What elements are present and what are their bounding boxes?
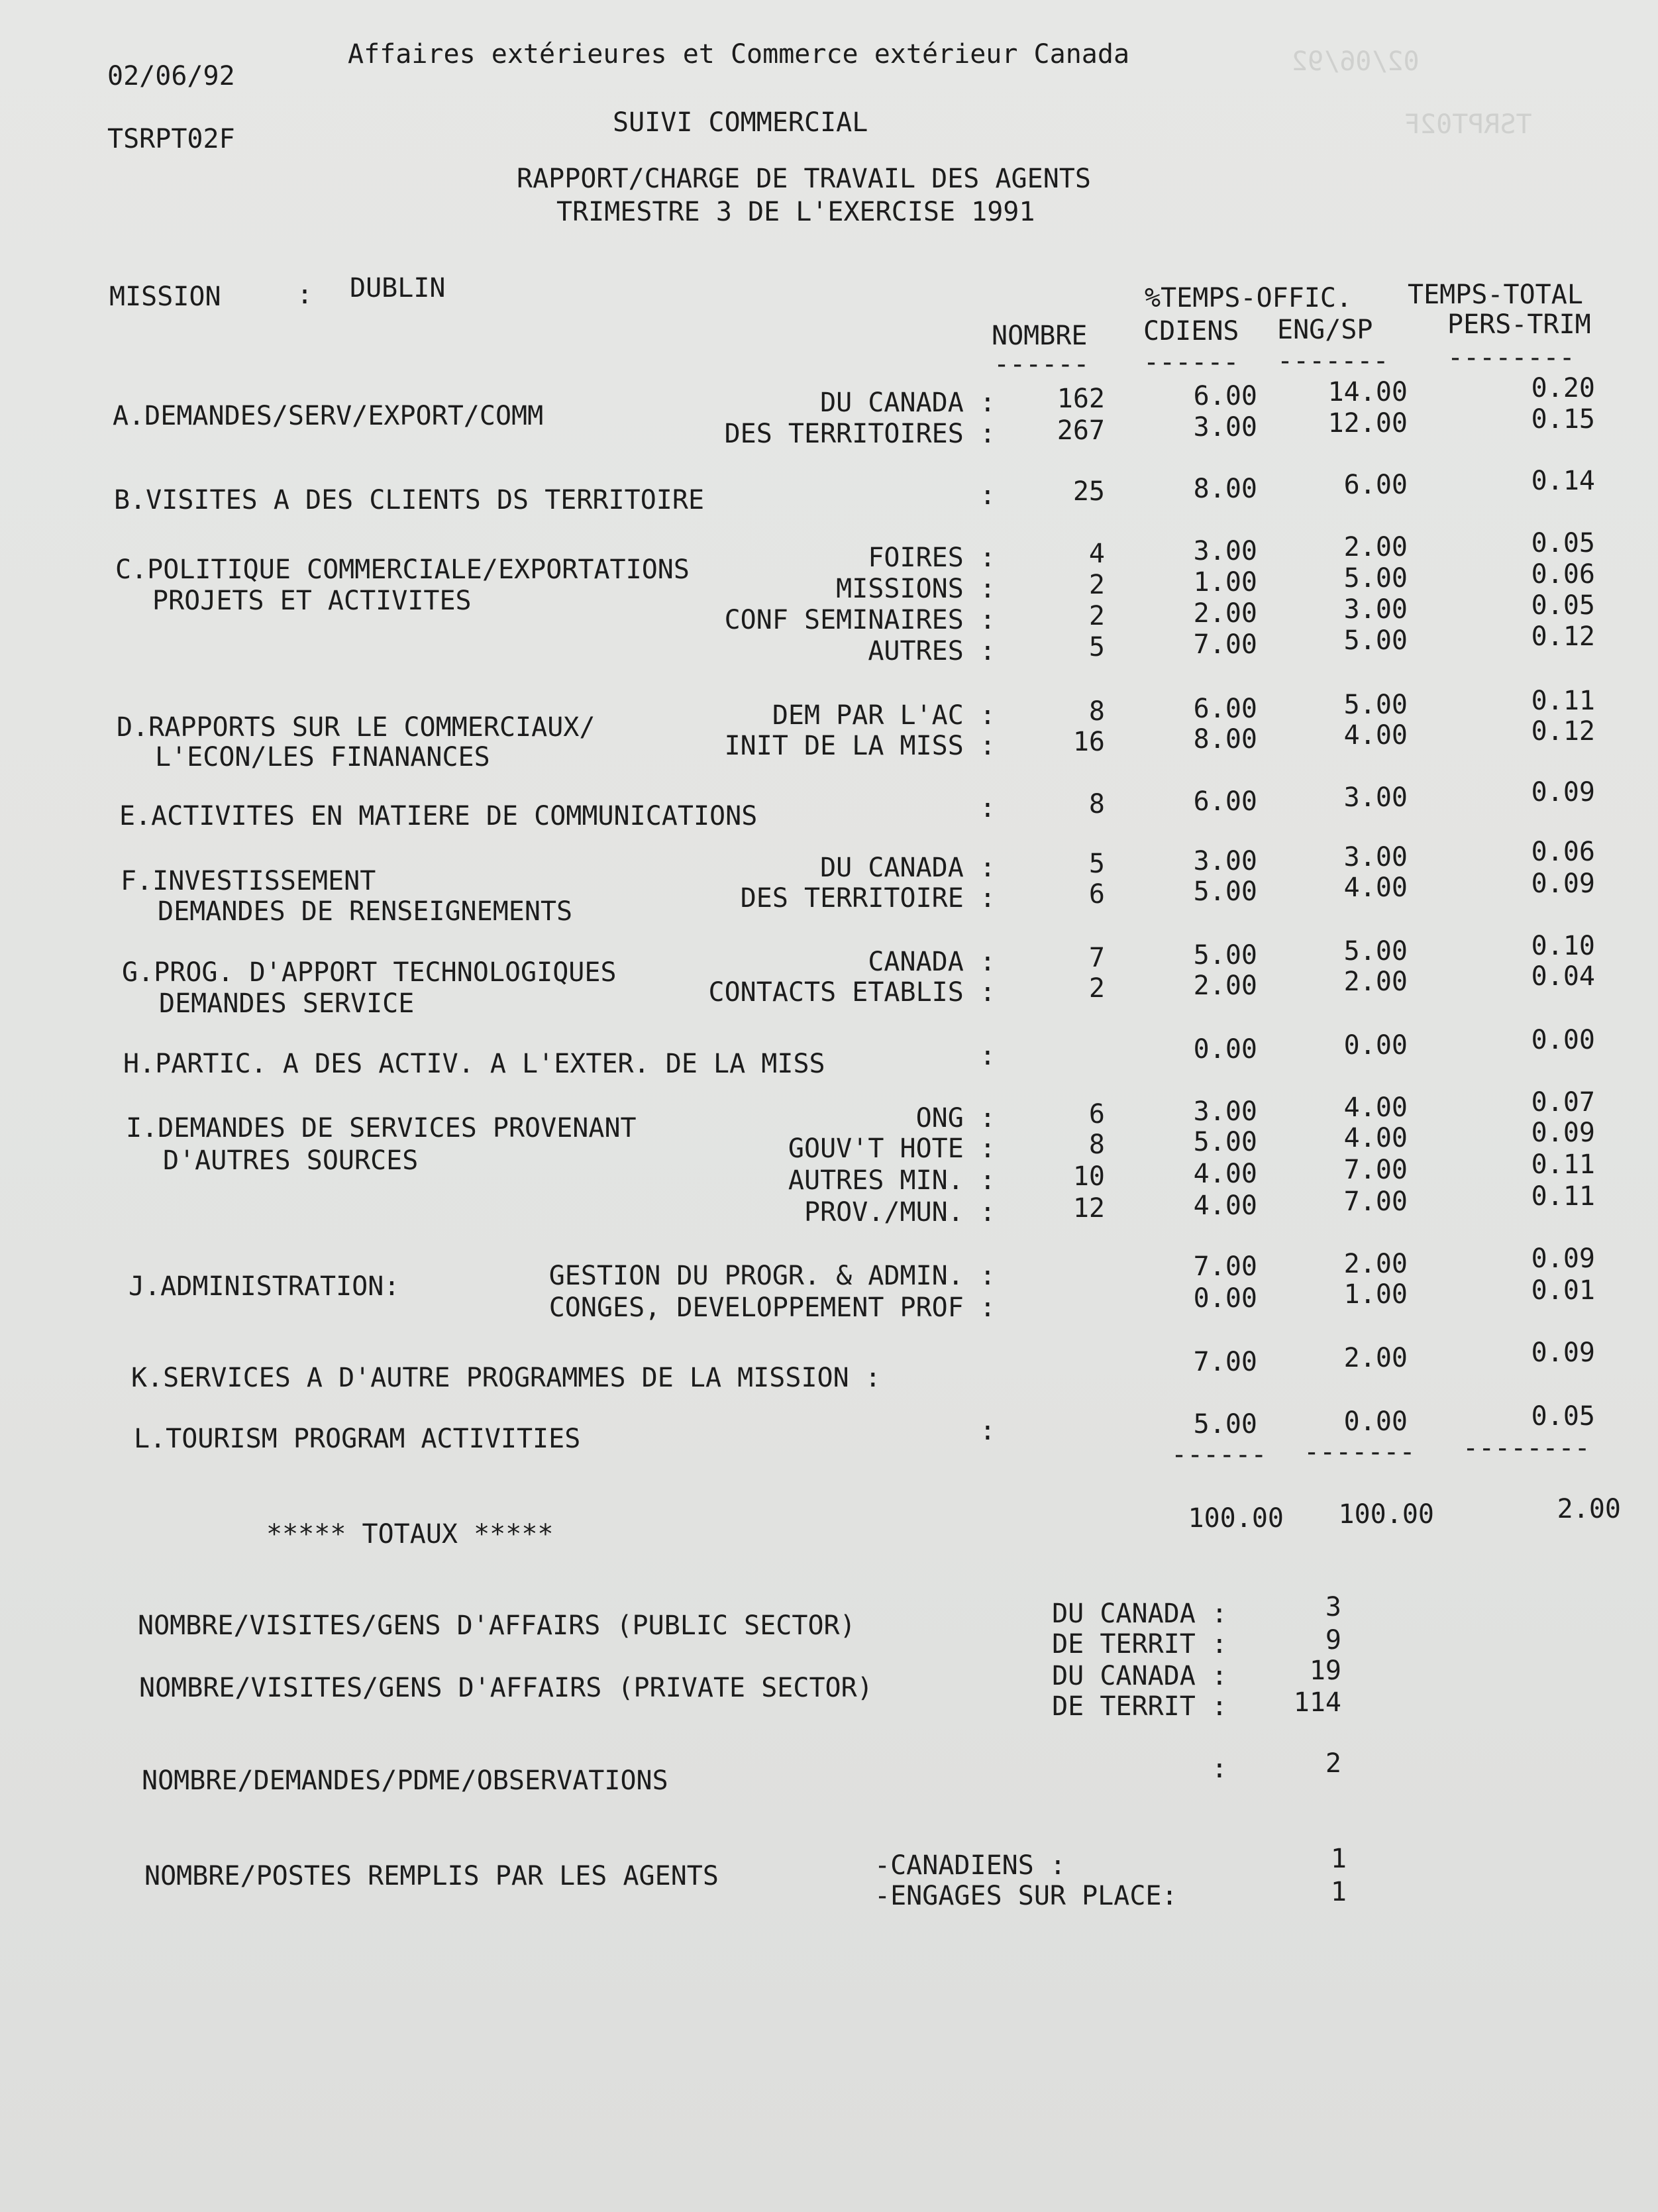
row-h-label: H.PARTIC. A DES ACTIV. A L'EXTER. DE LA MISS bbox=[123, 1049, 825, 1079]
row-i-sub: PROV./MUN. : bbox=[804, 1197, 996, 1228]
totals-rule: ------- bbox=[1304, 1437, 1416, 1467]
row-c-pers-trim: 0.05 bbox=[1531, 590, 1595, 621]
row-g-nombre: 7 bbox=[1088, 943, 1105, 973]
row-b-cdiens: 8.00 bbox=[1193, 474, 1257, 504]
row-b-nombre: 25 bbox=[1072, 476, 1105, 507]
footer-postes-label: NOMBRE/POSTES REMPLIS PAR LES AGENTS bbox=[144, 1861, 719, 1891]
footer-public-value: 9 bbox=[1325, 1625, 1341, 1656]
row-f-sub: DES TERRITOIRE : bbox=[740, 883, 996, 914]
row-i-cdiens: 5.00 bbox=[1193, 1127, 1257, 1157]
row-a-pers-trim: 0.20 bbox=[1531, 373, 1595, 403]
row-c-sub: CONF SEMINAIRES : bbox=[724, 605, 996, 635]
row-b-eng-sp: 6.00 bbox=[1343, 470, 1408, 500]
footer-demandes-label: NOMBRE/DEMANDES/PDME/OBSERVATIONS bbox=[142, 1765, 668, 1796]
row-c-eng-sp: 2.00 bbox=[1343, 532, 1408, 562]
row-i-nombre: 6 bbox=[1088, 1099, 1105, 1130]
col-underline: ------- bbox=[1277, 346, 1389, 376]
row-c-pers-trim: 0.05 bbox=[1531, 528, 1595, 558]
row-c-sub: MISSIONS : bbox=[836, 574, 996, 604]
row-i-nombre: 12 bbox=[1072, 1193, 1105, 1224]
row-g-label: DEMANDES SERVICE bbox=[159, 988, 415, 1019]
row-i-eng-sp: 4.00 bbox=[1343, 1092, 1408, 1123]
row-f-label: DEMANDES DE RENSEIGNEMENTS bbox=[158, 896, 573, 927]
col-temps-offic: %TEMPS-OFFIC. bbox=[1145, 283, 1353, 313]
row-a-cdiens: 3.00 bbox=[1193, 412, 1257, 443]
row-c-label: PROJETS ET ACTIVITES bbox=[152, 586, 472, 616]
footer-demandes-sep: : bbox=[1211, 1754, 1227, 1784]
row-a-eng-sp: 14.00 bbox=[1327, 377, 1408, 407]
row-i-pers-trim: 0.07 bbox=[1531, 1087, 1595, 1118]
row-d-pers-trim: 0.12 bbox=[1531, 716, 1595, 747]
row-g-pers-trim: 0.04 bbox=[1531, 961, 1595, 992]
col-underline: ------ bbox=[1143, 347, 1239, 378]
col-nombre: NOMBRE bbox=[992, 321, 1088, 351]
row-h-sub: : bbox=[979, 1041, 996, 1071]
row-f-eng-sp: 3.00 bbox=[1343, 842, 1408, 872]
row-l-label: L.TOURISM PROGRAM ACTIVITIES bbox=[134, 1424, 581, 1454]
row-l-sub: : bbox=[979, 1416, 996, 1446]
row-i-label: I.DEMANDES DE SERVICES PROVENANT bbox=[126, 1113, 637, 1143]
mission-value: DUBLIN bbox=[350, 273, 446, 303]
row-g-sub: CANADA : bbox=[868, 947, 996, 977]
row-c-eng-sp: 5.00 bbox=[1343, 563, 1408, 594]
row-k-eng-sp: 2.00 bbox=[1343, 1343, 1408, 1373]
row-j-eng-sp: 2.00 bbox=[1343, 1249, 1408, 1279]
row-i-label: D'AUTRES SOURCES bbox=[163, 1145, 419, 1176]
row-a-eng-sp: 12.00 bbox=[1327, 408, 1408, 439]
footer-private-value: 19 bbox=[1309, 1656, 1341, 1686]
row-e-cdiens: 6.00 bbox=[1193, 786, 1257, 817]
row-l-eng-sp: 0.00 bbox=[1343, 1406, 1408, 1437]
row-c-pers-trim: 0.06 bbox=[1531, 559, 1595, 590]
row-k-label: K.SERVICES A D'AUTRE PROGRAMMES DE LA MISSION : bbox=[131, 1363, 881, 1393]
row-k-pers-trim: 0.09 bbox=[1531, 1338, 1595, 1368]
footer-public-sub: DE TERRIT : bbox=[1052, 1629, 1227, 1659]
col-eng-sp: ENG/SP bbox=[1277, 315, 1373, 345]
bleed-through-text: 02/06/92 bbox=[1292, 46, 1420, 77]
mission-label: MISSION bbox=[109, 282, 221, 312]
footer-private-sub: DU CANADA : bbox=[1052, 1661, 1227, 1691]
row-b-pers-trim: 0.14 bbox=[1531, 466, 1595, 496]
row-i-sub: ONG : bbox=[915, 1103, 996, 1133]
row-c-cdiens: 3.00 bbox=[1193, 536, 1257, 566]
row-c-nombre: 4 bbox=[1088, 539, 1105, 569]
report-code: TSRPT02F bbox=[107, 124, 235, 154]
row-f-nombre: 5 bbox=[1088, 849, 1105, 879]
footer-demandes-value: 2 bbox=[1325, 1748, 1341, 1779]
row-e-nombre: 8 bbox=[1088, 789, 1105, 819]
row-f-pers-trim: 0.06 bbox=[1531, 837, 1595, 867]
footer-public-label: NOMBRE/VISITES/GENS D'AFFAIRS (PUBLIC SECTOR) bbox=[138, 1610, 856, 1641]
row-g-eng-sp: 2.00 bbox=[1343, 967, 1408, 997]
row-j-pers-trim: 0.09 bbox=[1531, 1243, 1595, 1274]
row-i-nombre: 10 bbox=[1072, 1161, 1105, 1192]
row-j-pers-trim: 0.01 bbox=[1531, 1275, 1595, 1306]
col-cdiens: CDIENS bbox=[1143, 316, 1239, 346]
row-i-cdiens: 4.00 bbox=[1193, 1190, 1257, 1221]
report-period: TRIMESTRE 3 DE L'EXERCISE 1991 bbox=[556, 197, 1035, 227]
row-d-nombre: 8 bbox=[1088, 696, 1105, 727]
row-c-nombre: 2 bbox=[1088, 601, 1105, 631]
row-c-sub: FOIRES : bbox=[868, 543, 996, 573]
row-c-eng-sp: 5.00 bbox=[1343, 625, 1408, 656]
footer-private-value: 114 bbox=[1293, 1687, 1341, 1718]
row-j-sub: CONGES, DEVELOPPEMENT PROF : bbox=[548, 1292, 996, 1323]
row-e-sub: : bbox=[979, 793, 996, 823]
row-i-cdiens: 3.00 bbox=[1193, 1096, 1257, 1127]
totals-rule: ------ bbox=[1171, 1440, 1267, 1470]
totals-pers-trim: 2.00 bbox=[1557, 1494, 1621, 1524]
row-h-eng-sp: 0.00 bbox=[1343, 1030, 1408, 1061]
row-d-label: L'ECON/LES FINANANCES bbox=[155, 742, 490, 772]
row-a-pers-trim: 0.15 bbox=[1531, 404, 1595, 435]
row-g-nombre: 2 bbox=[1088, 973, 1105, 1004]
row-k-cdiens: 7.00 bbox=[1193, 1347, 1257, 1377]
col-pers-trim: PERS-TRIM bbox=[1447, 309, 1591, 340]
row-h-cdiens: 0.00 bbox=[1193, 1034, 1257, 1065]
row-i-sub: GOUV'T HOTE : bbox=[788, 1133, 996, 1164]
row-c-pers-trim: 0.12 bbox=[1531, 621, 1595, 652]
row-c-cdiens: 2.00 bbox=[1193, 598, 1257, 629]
footer-private-sub: DE TERRIT : bbox=[1052, 1691, 1227, 1722]
footer-postes-sub: -CANADIENS : bbox=[874, 1850, 1066, 1881]
footer-public-value: 3 bbox=[1325, 1592, 1341, 1622]
totals-cdiens: 100.00 bbox=[1188, 1503, 1284, 1534]
row-g-eng-sp: 5.00 bbox=[1343, 936, 1408, 967]
mission-sep: : bbox=[297, 280, 313, 310]
row-l-pers-trim: 0.05 bbox=[1531, 1401, 1595, 1432]
row-j-cdiens: 7.00 bbox=[1193, 1251, 1257, 1282]
row-c-cdiens: 7.00 bbox=[1193, 629, 1257, 660]
totals-rule: -------- bbox=[1463, 1433, 1590, 1463]
row-d-nombre: 16 bbox=[1072, 727, 1105, 757]
row-c-nombre: 2 bbox=[1088, 570, 1105, 600]
col-temps-total: TEMPS-TOTAL bbox=[1408, 280, 1583, 310]
row-f-label: F.INVESTISSEMENT bbox=[121, 866, 376, 896]
report-title: RAPPORT/CHARGE DE TRAVAIL DES AGENTS bbox=[517, 164, 1091, 194]
organization-name: Affaires extérieures et Commerce extérieur Canada bbox=[348, 39, 1130, 70]
footer-postes-value: 1 bbox=[1330, 1877, 1347, 1907]
col-underline: ------ bbox=[994, 349, 1090, 380]
col-underline: -------- bbox=[1447, 342, 1575, 373]
row-a-nombre: 267 bbox=[1057, 415, 1105, 446]
row-f-sub: DU CANADA : bbox=[820, 853, 996, 883]
bleed-through-text: TSRPT02F bbox=[1404, 109, 1532, 140]
row-d-sub: INIT DE LA MISS : bbox=[724, 731, 996, 761]
row-c-nombre: 5 bbox=[1088, 632, 1105, 662]
row-f-nombre: 6 bbox=[1088, 879, 1105, 910]
row-g-cdiens: 5.00 bbox=[1193, 940, 1257, 971]
row-a-sub: DES TERRITOIRES : bbox=[724, 419, 996, 449]
row-g-sub: CONTACTS ETABLIS : bbox=[708, 977, 996, 1008]
row-i-eng-sp: 7.00 bbox=[1343, 1186, 1408, 1217]
footer-private-label: NOMBRE/VISITES/GENS D'AFFAIRS (PRIVATE SECTOR) bbox=[139, 1673, 873, 1703]
report-date: 02/06/92 bbox=[107, 61, 235, 91]
row-a-nombre: 162 bbox=[1057, 384, 1105, 414]
row-f-pers-trim: 0.09 bbox=[1531, 869, 1595, 899]
row-i-cdiens: 4.00 bbox=[1193, 1159, 1257, 1189]
row-c-sub: AUTRES : bbox=[868, 636, 996, 666]
row-j-eng-sp: 1.00 bbox=[1343, 1279, 1408, 1310]
row-c-label: C.POLITIQUE COMMERCIALE/EXPORTATIONS bbox=[115, 554, 690, 585]
row-a-label: A.DEMANDES/SERV/EXPORT/COMM bbox=[113, 401, 544, 431]
totals-eng-sp: 100.00 bbox=[1338, 1499, 1434, 1530]
row-c-eng-sp: 3.00 bbox=[1343, 594, 1408, 625]
row-h-pers-trim: 0.00 bbox=[1531, 1025, 1595, 1055]
row-b-sub: : bbox=[979, 480, 996, 511]
row-j-cdiens: 0.00 bbox=[1193, 1283, 1257, 1314]
row-i-pers-trim: 0.11 bbox=[1531, 1181, 1595, 1212]
row-f-cdiens: 3.00 bbox=[1193, 846, 1257, 876]
row-g-cdiens: 2.00 bbox=[1193, 971, 1257, 1001]
row-i-sub: AUTRES MIN. : bbox=[788, 1165, 996, 1196]
footer-postes-value: 1 bbox=[1330, 1844, 1347, 1874]
row-i-pers-trim: 0.09 bbox=[1531, 1118, 1595, 1148]
row-i-pers-trim: 0.11 bbox=[1531, 1149, 1595, 1180]
row-f-eng-sp: 4.00 bbox=[1343, 872, 1408, 903]
row-i-eng-sp: 7.00 bbox=[1343, 1155, 1408, 1185]
row-d-eng-sp: 4.00 bbox=[1343, 720, 1408, 751]
system-name: SUIVI COMMERCIAL bbox=[613, 107, 868, 138]
row-d-cdiens: 8.00 bbox=[1193, 724, 1257, 755]
row-c-cdiens: 1.00 bbox=[1193, 567, 1257, 598]
row-d-pers-trim: 0.11 bbox=[1531, 686, 1595, 716]
row-a-sub: DU CANADA : bbox=[820, 388, 996, 418]
row-b-label: B.VISITES A DES CLIENTS DS TERRITOIRE bbox=[114, 485, 705, 515]
row-e-eng-sp: 3.00 bbox=[1343, 782, 1408, 813]
row-g-label: G.PROG. D'APPORT TECHNOLOGIQUES bbox=[122, 957, 617, 988]
row-i-nombre: 8 bbox=[1088, 1130, 1105, 1160]
row-d-eng-sp: 5.00 bbox=[1343, 690, 1408, 720]
row-f-cdiens: 5.00 bbox=[1193, 876, 1257, 907]
row-j-label: J.ADMINISTRATION: bbox=[129, 1271, 400, 1302]
row-e-pers-trim: 0.09 bbox=[1531, 777, 1595, 808]
totals-label: ***** TOTAUX ***** bbox=[266, 1519, 554, 1550]
row-d-label: D.RAPPORTS SUR LE COMMERCIAUX/ bbox=[117, 712, 596, 743]
row-e-label: E.ACTIVITES EN MATIERE DE COMMUNICATIONS bbox=[119, 801, 758, 831]
row-i-eng-sp: 4.00 bbox=[1343, 1123, 1408, 1153]
row-l-cdiens: 5.00 bbox=[1193, 1409, 1257, 1440]
row-d-sub: DEM PAR L'AC : bbox=[772, 700, 996, 731]
row-a-cdiens: 6.00 bbox=[1193, 381, 1257, 411]
row-d-cdiens: 6.00 bbox=[1193, 694, 1257, 724]
row-j-sub: GESTION DU PROGR. & ADMIN. : bbox=[548, 1261, 996, 1291]
row-g-pers-trim: 0.10 bbox=[1531, 931, 1595, 961]
footer-public-sub: DU CANADA : bbox=[1052, 1599, 1227, 1629]
footer-postes-sub: -ENGAGES SUR PLACE: bbox=[874, 1881, 1178, 1911]
